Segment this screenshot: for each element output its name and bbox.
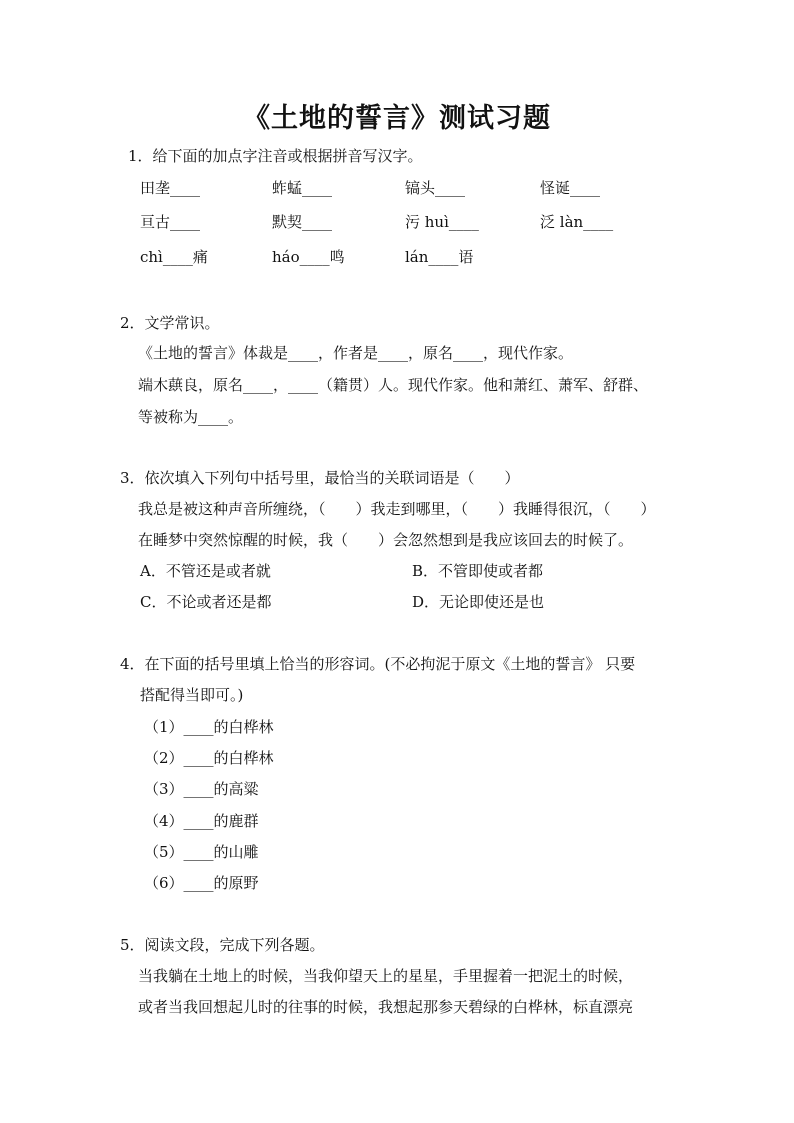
q4-item: （5）____的山雕 <box>144 843 259 861</box>
q1-item: 田垄____ <box>140 179 201 197</box>
q3-line: 在睡梦中突然惊醒的时候，我（ ）会忽然想到是我应该回去的时候了。 <box>138 531 634 549</box>
q3-option-c: C．不论或者还是都 <box>140 593 272 611</box>
q1-item: 污 huì____ <box>405 213 479 231</box>
q4-item: （2）____的白桦林 <box>144 749 274 767</box>
q1-item: chì____痛 <box>140 248 208 266</box>
q4-stem: 4．在下面的括号里填上恰当的形容词。(不必拘泥于原文《土地的誓言》 只要 <box>120 655 636 673</box>
q4-item: （3）____的高粱 <box>144 780 259 798</box>
q5-passage-line: 当我躺在土地上的时候，当我仰望天上的星星，手里握着一把泥土的时候， <box>138 967 634 985</box>
q4-item: （4）____的鹿群 <box>144 812 259 830</box>
q2-stem: 2．文学常识。 <box>120 314 220 332</box>
q4-item: （1）____的白桦林 <box>144 718 274 736</box>
q3-option-a: A．不管还是或者就 <box>140 562 271 580</box>
q1-item: lán____语 <box>405 248 474 266</box>
q1-item: 蚱蜢____ <box>272 179 333 197</box>
q2-line: 端木蕻良，原名____，____（籍贯）人。现代作家。他和萧红、萧军、舒群、 <box>138 376 649 394</box>
q4-item: （6）____的原野 <box>144 874 259 892</box>
q1-item: 默契____ <box>272 213 333 231</box>
q5-stem: 5．阅读文段，完成下列各题。 <box>120 936 325 954</box>
q3-line: 我总是被这种声音所缠绕，（ ）我走到哪里，（ ）我睡得很沉，（ ） <box>138 500 656 518</box>
q2-line: 等被称为____。 <box>138 408 244 426</box>
q1-item: 怪诞____ <box>540 179 601 197</box>
q3-option-d: D．无论即使还是也 <box>412 593 545 611</box>
q1-item: háo____鸣 <box>272 248 345 266</box>
q4-stem-cont: 搭配得当即可。) <box>140 686 244 704</box>
page-title: 《土地的誓言》测试习题 <box>243 103 551 134</box>
q1-stem: 1．给下面的加点字注音或根据拼音写汉字。 <box>128 147 423 165</box>
q3-option-b: B．不管即使或者都 <box>412 562 544 580</box>
q3-stem: 3．依次填入下列句中括号里，最恰当的关联词语是（ ） <box>120 469 520 487</box>
q1-item: 亘古____ <box>140 213 201 231</box>
q5-passage-line: 或者当我回想起儿时的往事的时候，我想起那参天碧绿的白桦林，标直漂亮 <box>138 998 634 1016</box>
q1-item: 镐头____ <box>405 179 466 197</box>
q2-line: 《土地的誓言》体裁是____，作者是____，原名____，现代作家。 <box>138 344 574 362</box>
q1-item: 泛 làn____ <box>540 213 614 231</box>
